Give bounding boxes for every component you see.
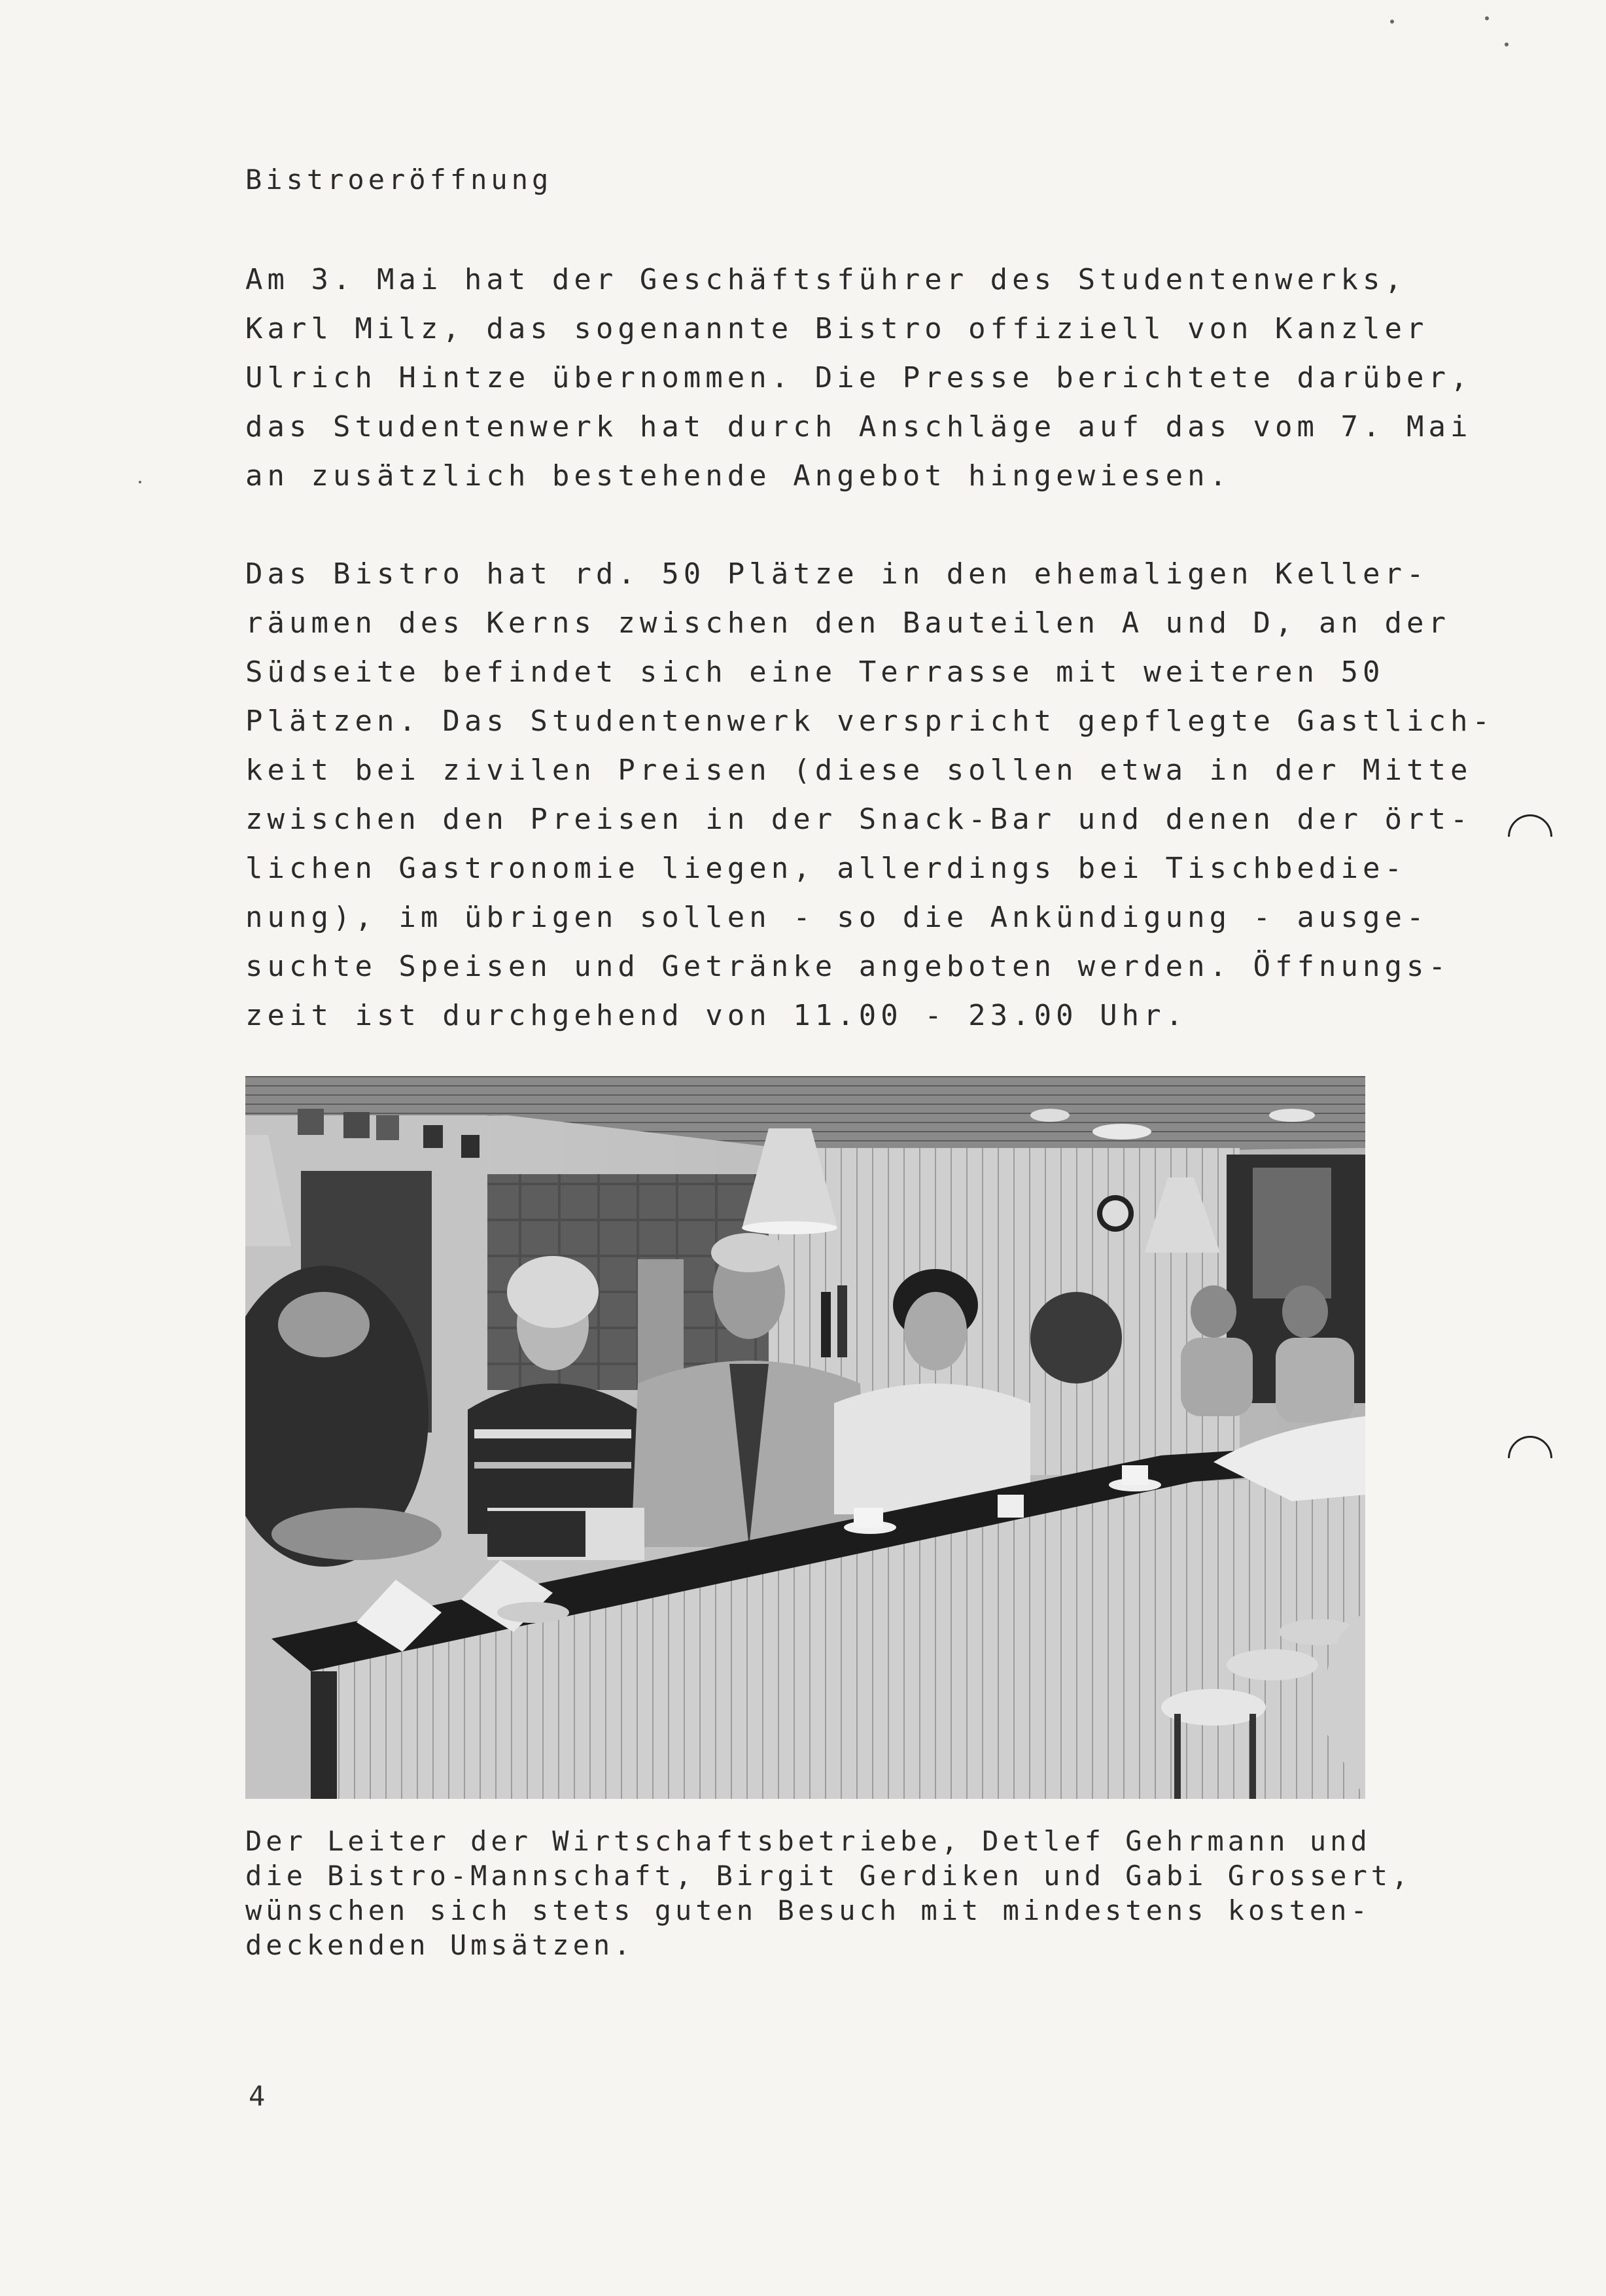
caption-line: wünschen sich stets guten Besuch mit mindestens kosten- <box>245 1894 1371 1926</box>
text-line: an zusätzlich bestehende Angebot hingewiesen. <box>245 459 1232 493</box>
caption-line: die Bistro-Mannschaft, Birgit Gerdiken und Gabi Grossert, <box>245 1860 1412 1892</box>
text-line: Karl Milz, das sogenannte Bistro offiziell von Kanzler <box>245 312 1429 345</box>
photo-caption <box>245 1824 1412 1962</box>
text-line: Ulrich Hintze übernommen. Die Presse berichtete darüber, <box>245 361 1473 394</box>
scan-speck <box>1485 16 1489 20</box>
text-line: suchte Speisen und Getränke angeboten werden. Öffnungs- <box>245 950 1450 983</box>
text-line: das Studentenwerk hat durch Anschläge auf das vom 7. Mai <box>245 410 1473 444</box>
bistro-photo-illustration <box>245 1076 1365 1799</box>
punch-hole-lower <box>1499 1427 1562 1489</box>
text-line: Plätzen. Das Studentenwerk verspricht gepflegte Gastlich- <box>245 704 1494 738</box>
text-line: zeit ist durchgehend von 11.00 - 23.00 Uhr. <box>245 999 1188 1032</box>
scan-speck <box>139 481 141 483</box>
page-heading: Bistroeröffnung <box>245 164 553 196</box>
scan-speck <box>1390 20 1394 24</box>
text-line: räumen des Kerns zwischen den Bauteilen A und D, an der <box>245 606 1450 640</box>
text-line: Südseite befindet sich eine Terrasse mit weiteren 50 <box>245 655 1385 689</box>
text-line: Das Bistro hat rd. 50 Plätze in den ehemaligen Keller- <box>245 557 1429 591</box>
caption-line: deckenden Umsätzen. <box>245 1929 635 1961</box>
text-line: nung), im übrigen sollen - so die Ankündigung - ausge- <box>245 901 1429 934</box>
text-line: Am 3. Mai hat der Geschäftsführer des Studentenwerks, <box>245 263 1406 296</box>
caption-line: Der Leiter der Wirtschaftsbetriebe, Detlef Gehrmann und <box>245 1825 1371 1857</box>
text-line: keit bei zivilen Preisen (diese sollen etwa in der Mitte <box>245 754 1473 787</box>
page-number: 4 <box>249 2080 266 2112</box>
text-line: lichen Gastronomie liegen, allerdings bei Tischbedie- <box>245 852 1406 885</box>
paragraph-opening <box>245 255 1473 500</box>
punch-hole-upper <box>1499 805 1562 868</box>
paragraph-description <box>245 549 1494 1040</box>
bistro-photo <box>245 1076 1365 1799</box>
scan-speck <box>1505 43 1509 46</box>
text-line: zwischen den Preisen in der Snack-Bar und denen der ört- <box>245 803 1473 836</box>
